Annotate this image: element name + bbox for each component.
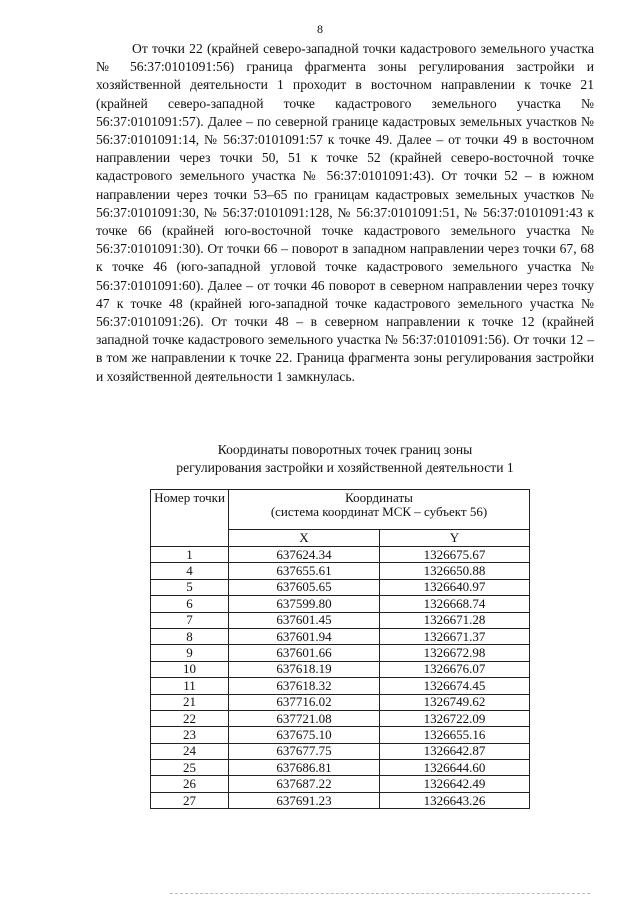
y-coordinate-cell: 1326655.16 bbox=[380, 727, 530, 743]
x-coordinate-cell: 637601.94 bbox=[229, 628, 380, 644]
scan-edge-marks bbox=[170, 893, 590, 898]
y-coordinate-cell: 1326675.67 bbox=[380, 547, 530, 563]
point-number-cell: 9 bbox=[151, 645, 229, 661]
table-row bbox=[151, 628, 530, 644]
y-coordinate-cell: 1326676.07 bbox=[380, 661, 530, 677]
table-row bbox=[151, 727, 530, 743]
table-row bbox=[151, 612, 530, 628]
x-coordinate-cell: 637624.34 bbox=[229, 547, 380, 563]
x-coordinate-cell: 637605.65 bbox=[229, 579, 380, 595]
body-paragraph: От точки 22 (крайней северо-западной точки кадастрового земельного участка № 56:37:0101091:56) граница фрагмента зоны регулирования застройки и хозяйственной деятельности 1 проходит в восточном направлении к точке 21 (крайней северо-западной точке кадастрового земельного участка № 56:37:0101091:57). Далее – по северной границе кадастровых земельных участков № 56:37:0101091:14, № 56:37:0101091:57 к точке 49. Далее – от точки 49 в восточном направлении через точки 50, 51 к точке 52 (крайней северо-восточной точке кадастрового земельного участка № 56:37:0101091:43). От точки 52 – в южном направлении через точки 53–65 по границам кадастровых земельных участков № 56:37:0101091:30, № 56:37:0101091:128, № 56:37:0101091:51, № 56:37:0101091:43 к точке 66 (крайней юго-восточной точке кадастрового земельного участка № 56:37:0101091:30). От точки 66 – поворот в западном направлении через точки 67, 68 к точке 46 (юго-западной угловой точке кадастрового земельного участка № 56:37:0101091:60). Далее – от точки 46 поворот в северном направлении через точку 47 к точке 48 (крайней юго-западной точке кадастрового земельного участка № 56:37:0101091:26). От точки 48 – в северном направлении к точке 12 (крайней западной точке кадастрового земельного участка № 56:37:0101091:56). От точки 12 – в том же направлении к точке 22. Граница фрагмента зоны регулирования застройки и хозяйственной деятельности 1 замкнулась. bbox=[96, 41, 594, 384]
point-number-cell: 21 bbox=[151, 694, 229, 710]
point-number-cell: 6 bbox=[151, 596, 229, 612]
point-number-cell: 26 bbox=[151, 776, 229, 792]
table-row bbox=[151, 645, 530, 661]
table-row bbox=[151, 792, 530, 808]
point-number-cell: 24 bbox=[151, 743, 229, 759]
table-row bbox=[151, 776, 530, 792]
x-coordinate-cell: 637721.08 bbox=[229, 710, 380, 726]
table-row bbox=[151, 547, 530, 563]
x-coordinate-cell: 637655.61 bbox=[229, 563, 380, 579]
x-coordinate-cell: 637691.23 bbox=[229, 792, 380, 808]
header-coordinates-title: Координаты bbox=[345, 490, 413, 505]
y-coordinate-cell: 1326722.09 bbox=[380, 710, 530, 726]
point-number-cell: 8 bbox=[151, 628, 229, 644]
table-title-line-1: Координаты поворотных точек границ зоны bbox=[217, 442, 473, 457]
table-title bbox=[96, 441, 594, 477]
y-coordinate-cell: 1326643.26 bbox=[380, 792, 530, 808]
point-number-cell: 23 bbox=[151, 727, 229, 743]
x-coordinate-cell: 637618.32 bbox=[229, 678, 380, 694]
table-row bbox=[151, 760, 530, 776]
x-coordinate-cell: 637675.10 bbox=[229, 727, 380, 743]
point-number-cell: 11 bbox=[151, 678, 229, 694]
y-coordinate-cell: 1326642.87 bbox=[380, 743, 530, 759]
coordinates-table bbox=[150, 489, 530, 809]
y-coordinate-cell: 1326650.88 bbox=[380, 563, 530, 579]
y-coordinate-cell: 1326674.45 bbox=[380, 678, 530, 694]
y-coordinate-cell: 1326749.62 bbox=[380, 694, 530, 710]
point-number-cell: 25 bbox=[151, 760, 229, 776]
y-coordinate-cell: 1326672.98 bbox=[380, 645, 530, 661]
point-number-cell: 22 bbox=[151, 710, 229, 726]
header-x: X bbox=[229, 530, 380, 547]
y-coordinate-cell: 1326644.60 bbox=[380, 760, 530, 776]
y-coordinate-cell: 1326668.74 bbox=[380, 596, 530, 612]
point-number-cell: 7 bbox=[151, 612, 229, 628]
table-row bbox=[151, 743, 530, 759]
x-coordinate-cell: 637687.22 bbox=[229, 776, 380, 792]
table-row bbox=[151, 694, 530, 710]
coordinates-table-body bbox=[151, 547, 530, 809]
point-number-cell: 4 bbox=[151, 563, 229, 579]
y-coordinate-cell: 1326671.28 bbox=[380, 612, 530, 628]
table-title-line-2: регулирования застройки и хозяйственной деятельности 1 bbox=[176, 460, 514, 475]
table-row bbox=[151, 596, 530, 612]
x-coordinate-cell: 637686.81 bbox=[229, 760, 380, 776]
x-coordinate-cell: 637716.02 bbox=[229, 694, 380, 710]
table-row bbox=[151, 563, 530, 579]
point-number-cell: 10 bbox=[151, 661, 229, 677]
y-coordinate-cell: 1326642.49 bbox=[380, 776, 530, 792]
y-coordinate-cell: 1326671.37 bbox=[380, 628, 530, 644]
y-coordinate-cell: 1326640.97 bbox=[380, 579, 530, 595]
table-row bbox=[151, 710, 530, 726]
table-row bbox=[151, 661, 530, 677]
x-coordinate-cell: 637677.75 bbox=[229, 743, 380, 759]
header-coordinate-system: (система координат МСК – субъект 56) bbox=[270, 504, 488, 519]
page-number: 8 bbox=[317, 22, 323, 36]
x-coordinate-cell: 637601.66 bbox=[229, 645, 380, 661]
header-coordinates bbox=[229, 490, 530, 530]
header-point-number: Номер точки bbox=[151, 490, 229, 547]
header-y: Y bbox=[380, 530, 530, 547]
x-coordinate-cell: 637618.19 bbox=[229, 661, 380, 677]
x-coordinate-cell: 637601.45 bbox=[229, 612, 380, 628]
point-number-cell: 1 bbox=[151, 547, 229, 563]
table-row bbox=[151, 579, 530, 595]
point-number-cell: 27 bbox=[151, 792, 229, 808]
point-number-cell: 5 bbox=[151, 579, 229, 595]
x-coordinate-cell: 637599.80 bbox=[229, 596, 380, 612]
table-row bbox=[151, 678, 530, 694]
